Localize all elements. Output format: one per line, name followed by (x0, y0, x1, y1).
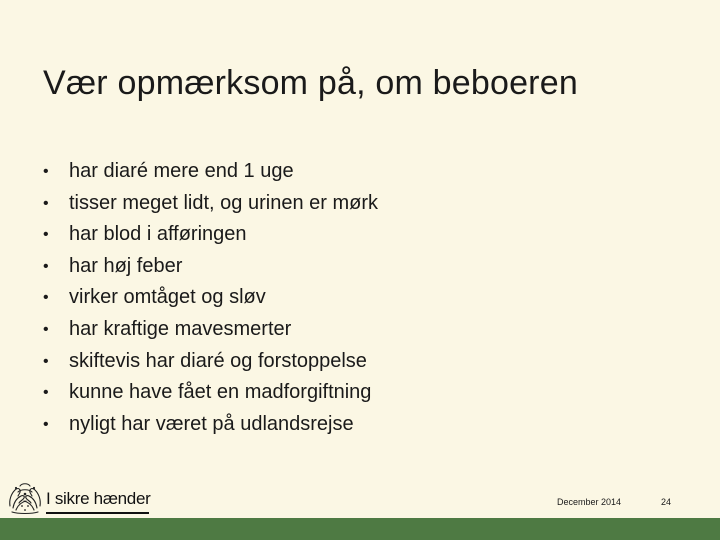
bullet-text: har diaré mere end 1 uge (69, 160, 294, 182)
bullet-dot: • (43, 257, 49, 275)
bullet-item (43, 251, 378, 283)
bullet-dot: • (43, 384, 49, 402)
bullet-item (43, 156, 378, 188)
bullet-dot: • (43, 163, 49, 180)
footer-date: December 2014 (557, 497, 622, 507)
bullet-text: tisser meget lidt, og urinen er mørk (69, 191, 378, 214)
bullet-item (43, 377, 378, 409)
bullet-text: har høj feber (69, 254, 183, 277)
bullet-dot: • (43, 415, 49, 433)
bullet-item (43, 188, 378, 220)
bullet-dot: • (43, 352, 49, 370)
bullet-item (43, 409, 378, 441)
logo-text: I sikre hænder (46, 489, 151, 508)
slide-title: Vær opmærksom på, om beboeren (43, 64, 578, 102)
bullet-text: virker omtåget og sløv (69, 286, 266, 309)
bullet-item (43, 282, 378, 314)
bullet-item (43, 219, 378, 251)
bullet-text: kunne have fået en madforgiftning (69, 381, 372, 404)
bullet-text: skiftevis har diaré og forstoppelse (69, 349, 367, 372)
bullet-dot: • (43, 320, 49, 338)
bottom-bar (0, 518, 720, 540)
bullet-dot: • (43, 194, 49, 212)
page-number: 24 (661, 497, 672, 507)
footer-logo (6, 480, 156, 516)
bullet-dot: • (43, 226, 49, 244)
logo-underline (46, 512, 149, 514)
bullet-text: har kraftige mavesmerter (69, 317, 292, 340)
bullet-text: nyligt har været på udlandsrejse (69, 412, 354, 435)
bullet-text: har blod i afføringen (69, 223, 247, 246)
bullet-dot: • (43, 289, 49, 307)
bullet-list (43, 156, 378, 440)
bullet-item (43, 346, 378, 378)
bullet-item (43, 314, 378, 346)
hands-logo-icon (6, 480, 44, 516)
